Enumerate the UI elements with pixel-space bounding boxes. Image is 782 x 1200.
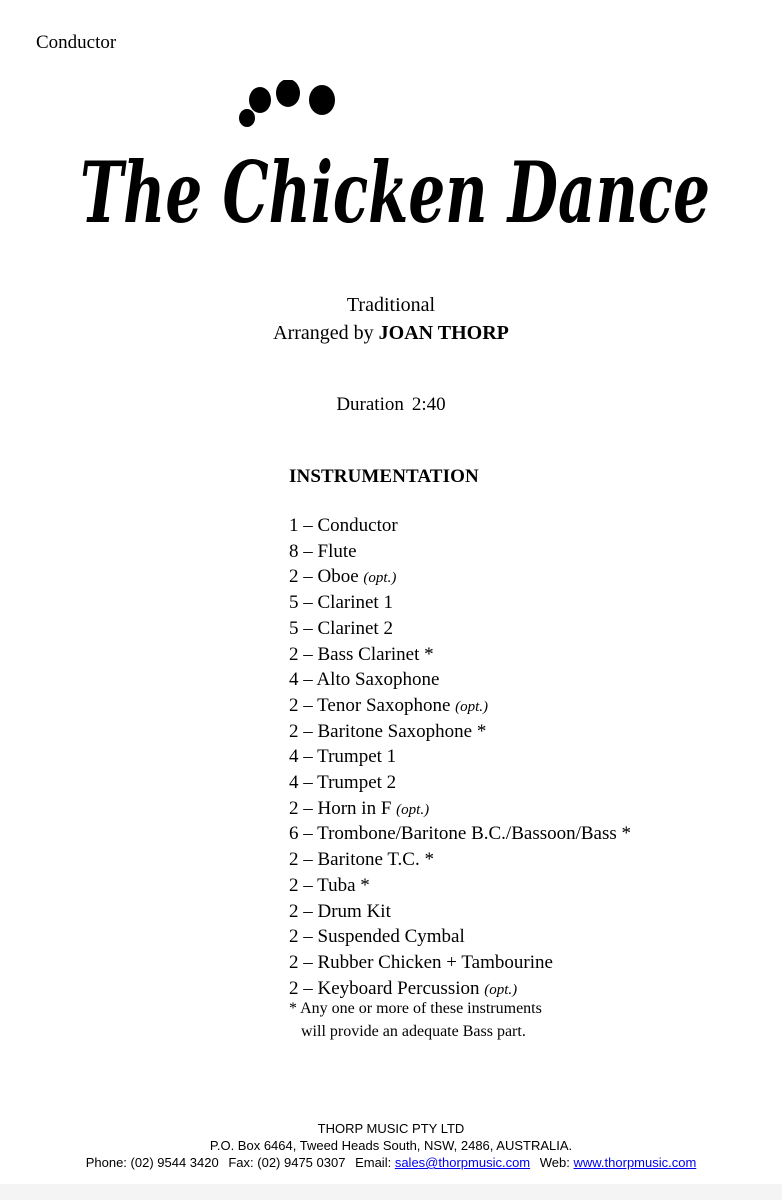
web-link[interactable]: www.thorpmusic.com xyxy=(573,1155,697,1170)
instrument-item: 1 – Conductor xyxy=(289,515,398,536)
instrument-item: 5 – Clarinet 1 xyxy=(289,592,393,614)
phone-number: (02) 9544 3420 xyxy=(130,1155,219,1170)
phone-label: Phone: xyxy=(85,1155,127,1170)
title-logo xyxy=(60,80,730,250)
instrument-item: 2 – Baritone Saxophone * xyxy=(289,720,487,742)
publisher-footer xyxy=(0,1120,782,1171)
page-bottom-edge xyxy=(0,1184,782,1200)
instrument-item: 2 – Drum Kit xyxy=(289,900,391,922)
instrument-item: 2 – Oboe (opt.) xyxy=(289,566,397,588)
duration-label: Duration xyxy=(336,394,404,415)
footer-address: P.O. Box 6464, Tweed Heads South, NSW, 2486, AUSTRALIA. xyxy=(209,1138,573,1153)
instrument-item: 5 – Clarinet 2 xyxy=(289,617,393,639)
chicken-comb-icon xyxy=(239,80,335,127)
logo-text: The Chicken Dance xyxy=(80,143,710,242)
instrument-item: 6 – Trombone/Baritone B.C./Bassoon/Bass * xyxy=(289,823,632,845)
credits xyxy=(0,291,782,347)
instrument-item: 4 – Trumpet 2 xyxy=(289,772,397,794)
instrument-item: 2 – Keyboard Percussion (opt.) xyxy=(289,977,518,999)
instrument-item: 2 – Rubber Chicken + Tambourine xyxy=(289,951,553,973)
instrumentation-section xyxy=(289,466,631,1002)
part-label: Conductor xyxy=(36,32,117,53)
instrument-item: 4 – Alto Saxophone xyxy=(289,669,440,691)
arranger-prefix: Arranged by xyxy=(273,322,374,344)
arranger-line xyxy=(0,319,782,347)
note-line-2: will provide an adequate Bass part. xyxy=(301,1023,526,1040)
note-line-1: * Any one or more of these instruments xyxy=(289,1000,542,1017)
instrument-item: 2 – Suspended Cymbal xyxy=(289,926,465,948)
footer-contact xyxy=(0,1154,782,1171)
email-label: Email: xyxy=(355,1155,392,1170)
instrument-item: 8 – Flute xyxy=(289,540,357,562)
footer-company: THORP MUSIC PTY LTD xyxy=(317,1121,465,1136)
bass-part-note xyxy=(289,997,542,1043)
instrumentation-heading: INSTRUMENTATION xyxy=(289,466,479,487)
fax-number: (02) 9475 0307 xyxy=(257,1155,346,1170)
web-label: Web: xyxy=(539,1155,570,1170)
instrument-item: 2 – Bass Clarinet * xyxy=(289,643,434,665)
fax-label: Fax: xyxy=(228,1155,254,1170)
duration xyxy=(0,394,782,416)
source-line: Traditional xyxy=(346,294,436,316)
email-link[interactable]: sales@thorpmusic.com xyxy=(394,1155,531,1170)
instrument-item: 4 – Trumpet 1 xyxy=(289,746,397,768)
instrument-item: 2 – Tuba * xyxy=(289,874,370,896)
instrument-item: 2 – Horn in F (opt.) xyxy=(289,797,430,819)
duration-value: 2:40 xyxy=(411,394,446,415)
instrument-item: 2 – Baritone T.C. * xyxy=(289,849,434,871)
instrumentation-list xyxy=(289,514,631,1002)
arranger-name: JOAN THORP xyxy=(378,322,509,344)
instrument-item: 2 – Tenor Saxophone (opt.) xyxy=(289,694,489,716)
